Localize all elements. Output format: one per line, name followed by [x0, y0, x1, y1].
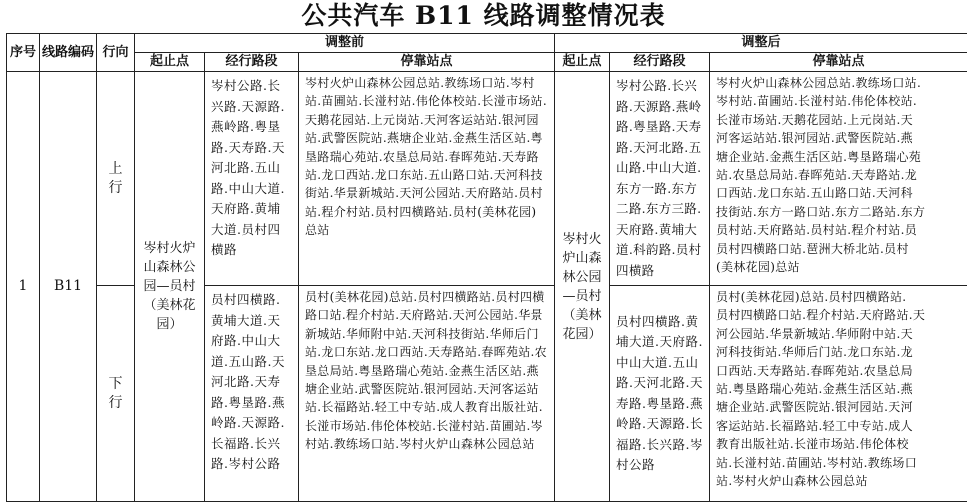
cell-direction-down: 下行 [97, 286, 135, 502]
cell-code: B11 [40, 72, 97, 502]
page-title: 公共汽车 B11 线路调整情况表 [301, 1, 666, 30]
header-direction: 行向 [97, 34, 135, 72]
header-after-terminus: 起止点 [555, 53, 610, 72]
cell-after-route-up: 岑村公路.长兴路.天源路.燕岭路.粤垦路.天寿路.天河北路.五山路.中山大道.东方一路.东方二路.东方三路.天府路.黄埔大道.科韵路.员村四横路 [610, 72, 710, 286]
cell-before-stops-up: 岑村火炉山森林公园总站.教练场口站.岑村站.苗圃站.长湴村站.伟伦体校站.长湴市场站.天鹅花园站.上元岗站.天河客运站站.银河园站.武警医院站.燕塘企业站.金燕生活区站.粤垦路瑞心苑站.农垦总局站.春晖苑站.天寿路站.龙口西站.龙口东站.五山路口站.天河科技街站.华景新城站.天河公园站.天府路站.员村站.程介村站.员村四横路站.员村(美林花园)总站 [299, 72, 555, 286]
header-after-route: 经行路段 [610, 53, 710, 72]
cell-before-terminus: 岑村火炉山森林公园—员村（美林花园） [135, 72, 205, 502]
header-code: 线路编码 [40, 34, 97, 72]
cell-before-route-up: 岑村公路.长兴路.天源路.燕岭路.粤垦路.天寿路.天河北路.五山路.中山大道.天府路.黄埔大道.员村四横路 [205, 72, 299, 286]
cell-after-stops-down: 员村(美林花园)总站.员村四横路站. 员村四横路口站.程介村站.天府路站.天 河公园站.华景新城站.华师附中站.天 河科技街站.华师后门站.龙口东站.龙 口西站.天寿路站.春晖苑站.农垦总局 站.粤垦路瑞心苑站.金燕生活区站.燕 塘企业站.武警医院站.银河园站.天河 客运站站.长福路站.轻工中专站.成人 教育出版社站.长湴市场站.伟伦体校 站.长湴村站.苗圃站.岑村站.教练场口 站.岑村火炉山森林公园总站 [710, 286, 967, 502]
header-before-stops: 停靠站点 [299, 53, 555, 72]
route-adjustment-table [6, 33, 967, 502]
cell-after-stops-up: 岑村火炉山森林公园总站.教练场口站. 岑村站.苗圃站.长湴村站.伟伦体校站. 长湴市场站.天鹅花园站.上元岗站.天 河客运站站.银河园站.武警医院站.燕 塘企业站.金燕生活区站.粤垦路瑞心苑 站.农垦总局站.春晖苑站.天寿路站.龙 口西站.龙口东站.五山路口站.天河科 技街站.东方一路口站.东方二路站.东方 员村站.天府路站.员村站.程介村站.员 员村四横路口站.琶洲大桥北站.员村 (美林花园)总站 [710, 72, 967, 286]
header-before-terminus: 起止点 [135, 53, 205, 72]
table-row-up [7, 72, 967, 286]
header-seq: 序号 [7, 34, 40, 72]
cell-after-terminus: 岑村火炉山森林公园—员村（美林花园） [555, 72, 610, 502]
header-before-route: 经行路段 [205, 53, 299, 72]
cell-before-stops-down: 员村(美林花园)总站.员村四横路站.员村四横路口站.程介村站.天府路站.天河公园站.华景新城站.华师附中站.天河科技街站.华师后门站.龙口东站.龙口西站.天寿路站.春晖苑站.农垦总局站.粤垦路瑞心苑站.金燕生活区站.燕塘企业站.武警医院站.银河园站.天河客运站站.长福路站.轻工中专站.成人教育出版社站.长湴市场站.伟伦体校站.长湴村站.苗圃站.岑村站.教练场口站.岑村火炉山森林公园总站 [299, 286, 555, 502]
header-before: 调整前 [135, 34, 555, 53]
cell-direction-up: 上行 [97, 72, 135, 286]
header-after: 调整后 [555, 34, 967, 53]
cell-seq: 1 [7, 72, 40, 502]
cell-before-route-down: 员村四横路.黄埔大道.天府路.中山大道.五山路.天河北路.天寿路.粤垦路.燕岭路.天源路.长福路.长兴路.岑村公路 [205, 286, 299, 502]
cell-after-route-down: 员村四横路.黄埔大道.天府路.中山大道.五山路.天河北路.天寿路.粤垦路.燕岭路.天源路.长福路.长兴路.岑村公路 [610, 286, 710, 502]
header-after-stops: 停靠站点 [710, 53, 967, 72]
